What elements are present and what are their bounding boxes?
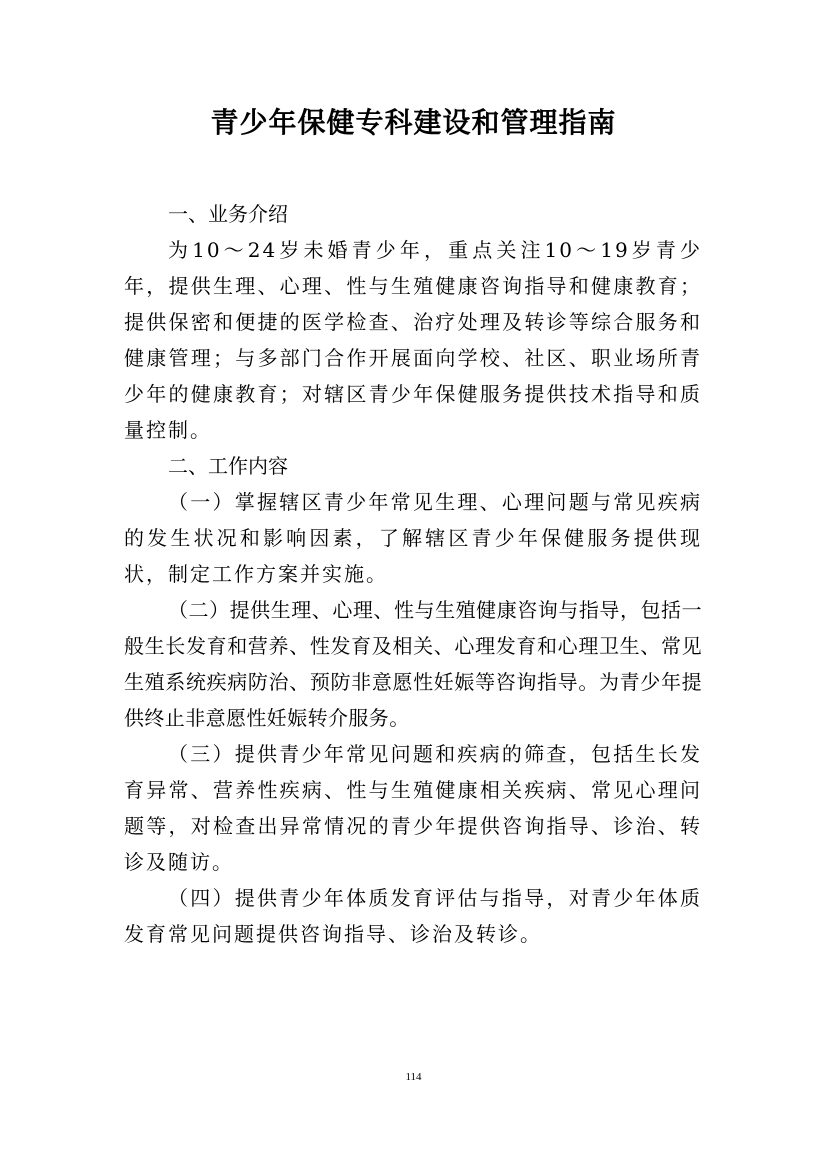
paragraph-work-item-1: （一）掌握辖区青少年常见生理、心理问题与常见疾病的发生状况和影响因素，了解辖区青少年保健服务提供现状，制定工作方案并实施。 <box>124 490 702 586</box>
document-body <box>124 196 702 952</box>
section-heading-business-intro: 一、业务介绍 <box>168 202 288 226</box>
paragraph-work-item-3: （三）提供青少年常见问题和疾病的筛查，包括生长发育异常、营养性疾病、性与生殖健康相关疾病、常见心理问题等，对检查出异常情况的青少年提供咨询指导、诊治、转诊及随访。 <box>124 742 702 874</box>
paragraph-business-intro: 为10～24岁未婚青少年，重点关注10～19岁青少年，提供生理、心理、性与生殖健康咨询指导和健康教育；提供保密和便捷的医学检查、治疗处理及转诊等综合服务和健康管理；与多部门合作开展面向学校、社区、职业场所青少年的健康教育；对辖区青少年保健服务提供技术指导和质量控制。 <box>124 238 702 442</box>
section-heading-work-content: 二、工作内容 <box>168 454 288 478</box>
paragraph-work-item-4: （四）提供青少年体质发育评估与指导，对青少年体质发育常见问题提供咨询指导、诊治及转诊。 <box>124 886 702 946</box>
page-number: 114 <box>405 1071 422 1083</box>
paragraph-work-item-2: （二）提供生理、心理、性与生殖健康咨询与指导，包括一般生长发育和营养、性发育及相关、心理发育和心理卫生、常见生殖系统疾病防治、预防非意愿性妊娠等咨询指导。为青少年提供终止非意愿性妊娠转介服务。 <box>124 598 702 730</box>
page-title: 青少年保健专科建设和管理指南 <box>210 106 617 139</box>
